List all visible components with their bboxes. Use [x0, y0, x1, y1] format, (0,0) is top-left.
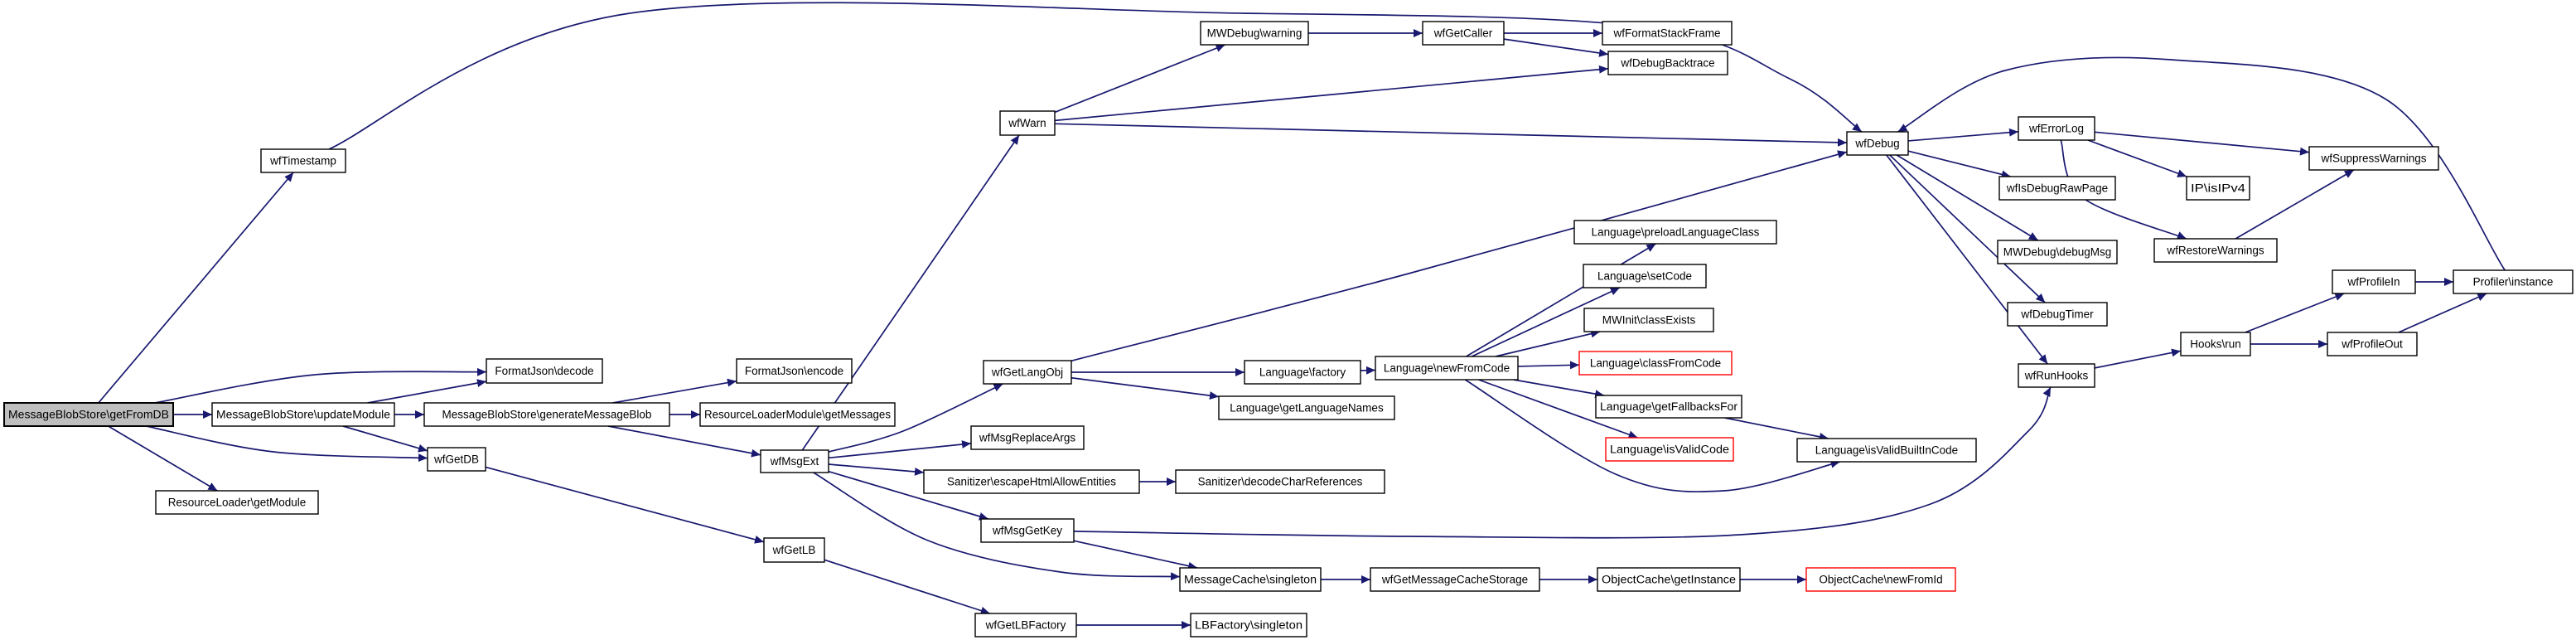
edge-generateMessageBlob-to-formatJsonEncode: [613, 381, 737, 403]
edges-layer: [99, 2, 2505, 625]
edge-updateModule-to-formatJsonDecode: [368, 381, 486, 403]
node-getFallbacksFor[interactable]: [1596, 395, 1742, 418]
edge-getFromDB-to-wfGetDB: [146, 426, 428, 458]
edge-wfRestoreWarnings-to-wfSuppressWarnings: [2235, 170, 2354, 239]
node-label-wfErrorLog: wfErrorLog: [2028, 122, 2085, 135]
node-label-setCode: Language\setCode: [1597, 269, 1693, 283]
node-label-wfProfileOut: wfProfileOut: [2342, 337, 2403, 351]
edge-wfWarn-to-wfDebug: [1055, 124, 1847, 143]
node-label-ipIsIPv4: IP\isIPv4: [2191, 182, 2246, 195]
edge-newFromCode-to-classFromCode: [1518, 365, 1579, 366]
node-wfRunHooks[interactable]: [2018, 364, 2095, 387]
edge-languageFactory-to-newFromCode: [1360, 370, 1375, 371]
node-label-wfRestoreWarnings: wfRestoreWarnings: [2167, 244, 2264, 257]
node-label-hooksRun: Hooks\run: [2190, 337, 2241, 351]
node-label-messageCacheSingleton: MessageCache\singleton: [1184, 573, 1317, 586]
node-wfProfileOut[interactable]: [2327, 332, 2417, 356]
node-wfRestoreWarnings[interactable]: [2154, 239, 2277, 262]
node-getMessages[interactable]: [700, 403, 895, 426]
node-label-wfGetMessageCacheStorage: wfGetMessageCacheStorage: [1381, 573, 1529, 586]
edge-wfGetLangObj-to-wfDebug: [1071, 152, 1847, 361]
node-wfFormatStackFrame[interactable]: [1602, 22, 1732, 45]
node-mwDebugDebugMsg[interactable]: [1998, 240, 2117, 264]
node-label-classExists: MWInit\classExists: [1602, 313, 1696, 327]
node-wfGetLBFactory[interactable]: [975, 613, 1076, 637]
edge-wfWarn-to-mwDebugWarning: [1055, 45, 1225, 112]
edge-wfWarn-to-wfDebugBacktrace: [1055, 69, 1608, 121]
node-hooksRun[interactable]: [2181, 332, 2250, 356]
node-profilerInstance[interactable]: [2453, 270, 2573, 293]
node-label-updateModule: MessageBlobStore\updateModule: [216, 408, 390, 421]
edge-wfGetLB-to-wfGetLBFactory: [824, 560, 990, 613]
node-label-wfTimestamp: wfTimestamp: [270, 154, 336, 167]
node-wfTimestamp[interactable]: [261, 149, 346, 172]
node-classFromCode[interactable]: [1579, 352, 1732, 375]
node-setCode[interactable]: [1583, 264, 1706, 288]
node-label-wfRunHooks: wfRunHooks: [2024, 369, 2089, 382]
node-label-lbFactorySingleton: LBFactory\singleton: [1195, 618, 1302, 632]
node-label-isValidCode: Language\isValidCode: [1610, 443, 1729, 456]
node-label-wfGetCaller: wfGetCaller: [1433, 27, 1493, 40]
node-label-wfGetLBFactory: wfGetLBFactory: [985, 618, 1066, 632]
node-label-wfMsgExt: wfMsgExt: [770, 455, 819, 468]
node-label-wfGetLangObj: wfGetLangObj: [991, 366, 1064, 379]
node-wfErrorLog[interactable]: [2018, 117, 2095, 140]
edge-wfRunHooks-to-hooksRun: [2095, 351, 2181, 368]
node-label-preloadLanguageClass: Language\preloadLanguageClass: [1591, 225, 1760, 239]
node-label-getFromDB: MessageBlobStore\getFromDB: [8, 408, 169, 421]
edge-getFromDB-to-wfTimestamp: [99, 172, 293, 403]
node-decodeCharReferences[interactable]: [1176, 470, 1385, 493]
node-getLanguageNames[interactable]: [1219, 396, 1394, 419]
node-label-wfWarn: wfWarn: [1008, 117, 1046, 129]
node-label-classFromCode: Language\classFromCode: [1589, 356, 1722, 370]
node-wfDebug[interactable]: [1847, 132, 1908, 155]
node-wfMsgGetKey[interactable]: [981, 519, 1074, 542]
node-wfMsgReplaceArgs[interactable]: [971, 426, 1084, 449]
node-wfWarn[interactable]: [1000, 111, 1055, 135]
edge-updateModule-to-wfGetDB: [343, 426, 428, 451]
edge-wfErrorLog-to-ipIsIPv4: [2088, 140, 2187, 177]
node-label-wfDebugTimer: wfDebugTimer: [2021, 308, 2094, 321]
node-label-getLanguageNames: Language\getLanguageNames: [1230, 401, 1384, 415]
node-label-isValidBuiltInCode: Language\isValidBuiltInCode: [1815, 444, 1959, 457]
edge-hooksRun-to-wfProfileIn: [2245, 293, 2345, 332]
node-label-generateMessageBlob: MessageBlobStore\generateMessageBlob: [442, 408, 652, 421]
node-label-wfGetLB: wfGetLB: [772, 544, 816, 556]
node-label-mwDebugDebugMsg: MWDebug\debugMsg: [2003, 245, 2112, 259]
node-generateMessageBlob[interactable]: [424, 403, 669, 426]
edge-wfMsgExt-to-escapeHtmlAllowEntities: [829, 464, 924, 473]
node-ipIsIPv4[interactable]: [2187, 177, 2250, 200]
node-wfIsDebugRawPage[interactable]: [1999, 177, 2115, 200]
node-wfGetDB[interactable]: [428, 448, 486, 471]
node-getModule[interactable]: [156, 491, 318, 514]
node-mwDebugWarning[interactable]: [1201, 22, 1308, 45]
edge-newFromCode-to-getFallbacksFor: [1514, 380, 1605, 395]
node-wfDebugTimer[interactable]: [2008, 303, 2107, 326]
edge-wfDebug-to-wfIsDebugRawPage: [1908, 151, 2011, 177]
edge-generateMessageBlob-to-wfMsgExt: [608, 426, 761, 455]
node-label-escapeHtmlAllowEntities: Sanitizer\escapeHtmlAllowEntities: [946, 475, 1117, 488]
node-wfMsgExt[interactable]: [761, 450, 829, 473]
node-preloadLanguageClass[interactable]: [1574, 221, 1776, 244]
node-escapeHtmlAllowEntities[interactable]: [924, 470, 1139, 493]
node-formatJsonDecode[interactable]: [486, 359, 602, 383]
edge-wfGetDB-to-wfGetLB: [486, 467, 764, 541]
node-label-objectCacheNewFromId: ObjectCache\newFromId: [1819, 573, 1943, 586]
node-label-mwDebugWarning: MWDebug\warning: [1206, 27, 1302, 40]
node-label-decodeCharReferences: Sanitizer\decodeCharReferences: [1197, 475, 1363, 488]
node-isValidCode[interactable]: [1606, 438, 1733, 461]
node-label-getMessages: ResourceLoaderModule\getMessages: [704, 408, 892, 421]
node-label-wfGetDB: wfGetDB: [433, 453, 480, 466]
node-languageFactory[interactable]: [1245, 361, 1360, 384]
node-label-wfFormatStackFrame: wfFormatStackFrame: [1613, 27, 1721, 40]
node-label-objectCacheGetInstance: ObjectCache\getInstance: [1602, 573, 1736, 586]
node-wfSuppressWarnings[interactable]: [2309, 147, 2438, 170]
node-formatJsonEncode[interactable]: [737, 359, 852, 383]
edge-wfMsgExt-to-wfMsgReplaceArgs: [829, 444, 971, 458]
node-getFromDB[interactable]: [4, 403, 173, 426]
node-label-wfMsgReplaceArgs: wfMsgReplaceArgs: [979, 431, 1076, 444]
nodes-layer: [4, 22, 2573, 637]
edge-getFallbacksFor-to-isValidBuiltInCode: [1725, 418, 1829, 439]
node-classExists[interactable]: [1584, 308, 1713, 332]
node-label-formatJsonDecode: FormatJson\decode: [495, 365, 594, 377]
node-label-getFallbacksFor: Language\getFallbacksFor: [1600, 400, 1738, 413]
node-wfGetCaller[interactable]: [1423, 22, 1504, 45]
node-newFromCode[interactable]: [1375, 356, 1518, 380]
node-label-wfSuppressWarnings: wfSuppressWarnings: [2321, 152, 2427, 165]
node-objectCacheNewFromId[interactable]: [1806, 568, 1955, 591]
edge-getFromDB-to-getModule: [109, 426, 218, 491]
node-wfGetLB[interactable]: [764, 538, 824, 562]
node-updateModule[interactable]: [212, 403, 394, 426]
node-wfGetLangObj[interactable]: [984, 361, 1071, 384]
node-isValidBuiltInCode[interactable]: [1797, 439, 1976, 462]
node-label-newFromCode: Language\newFromCode: [1383, 361, 1510, 375]
node-wfDebugBacktrace[interactable]: [1608, 51, 1728, 75]
edge-wfMsgGetKey-to-messageCacheSingleton: [1074, 541, 1197, 568]
node-messageCacheSingleton[interactable]: [1180, 568, 1321, 591]
node-label-wfIsDebugRawPage: wfIsDebugRawPage: [2006, 182, 2109, 195]
edge-wfProfileOut-to-profilerInstance: [2399, 293, 2487, 332]
node-label-languageFactory: Language\factory: [1259, 366, 1346, 379]
node-label-formatJsonEncode: FormatJson\encode: [744, 365, 844, 377]
node-label-wfDebug: wfDebug: [1855, 137, 1900, 150]
node-label-getModule: ResourceLoader\getModule: [167, 496, 307, 509]
node-label-wfProfileIn: wfProfileIn: [2347, 275, 2400, 288]
node-label-wfMsgGetKey: wfMsgGetKey: [992, 524, 1063, 537]
node-label-profilerInstance: Profiler\instance: [2472, 275, 2554, 288]
node-label-wfDebugBacktrace: wfDebugBacktrace: [1621, 56, 1715, 70]
edge-getFromDB-to-formatJsonDecode: [155, 371, 486, 403]
node-wfGetMessageCacheStorage[interactable]: [1370, 568, 1539, 591]
edge-wfGetCaller-to-wfDebugBacktrace: [1504, 39, 1608, 54]
node-lbFactorySingleton[interactable]: [1191, 613, 1307, 637]
node-objectCacheGetInstance[interactable]: [1597, 568, 1740, 591]
node-wfProfileIn[interactable]: [2332, 270, 2415, 293]
edge-newFromCode-to-preloadLanguageClass: [1467, 244, 1656, 356]
edge-wfGetLangObj-to-getLanguageNames: [1071, 378, 1219, 397]
edge-wfDebug-to-wfErrorLog: [1908, 132, 2018, 141]
edge-wfErrorLog-to-wfSuppressWarnings: [2095, 132, 2309, 152]
